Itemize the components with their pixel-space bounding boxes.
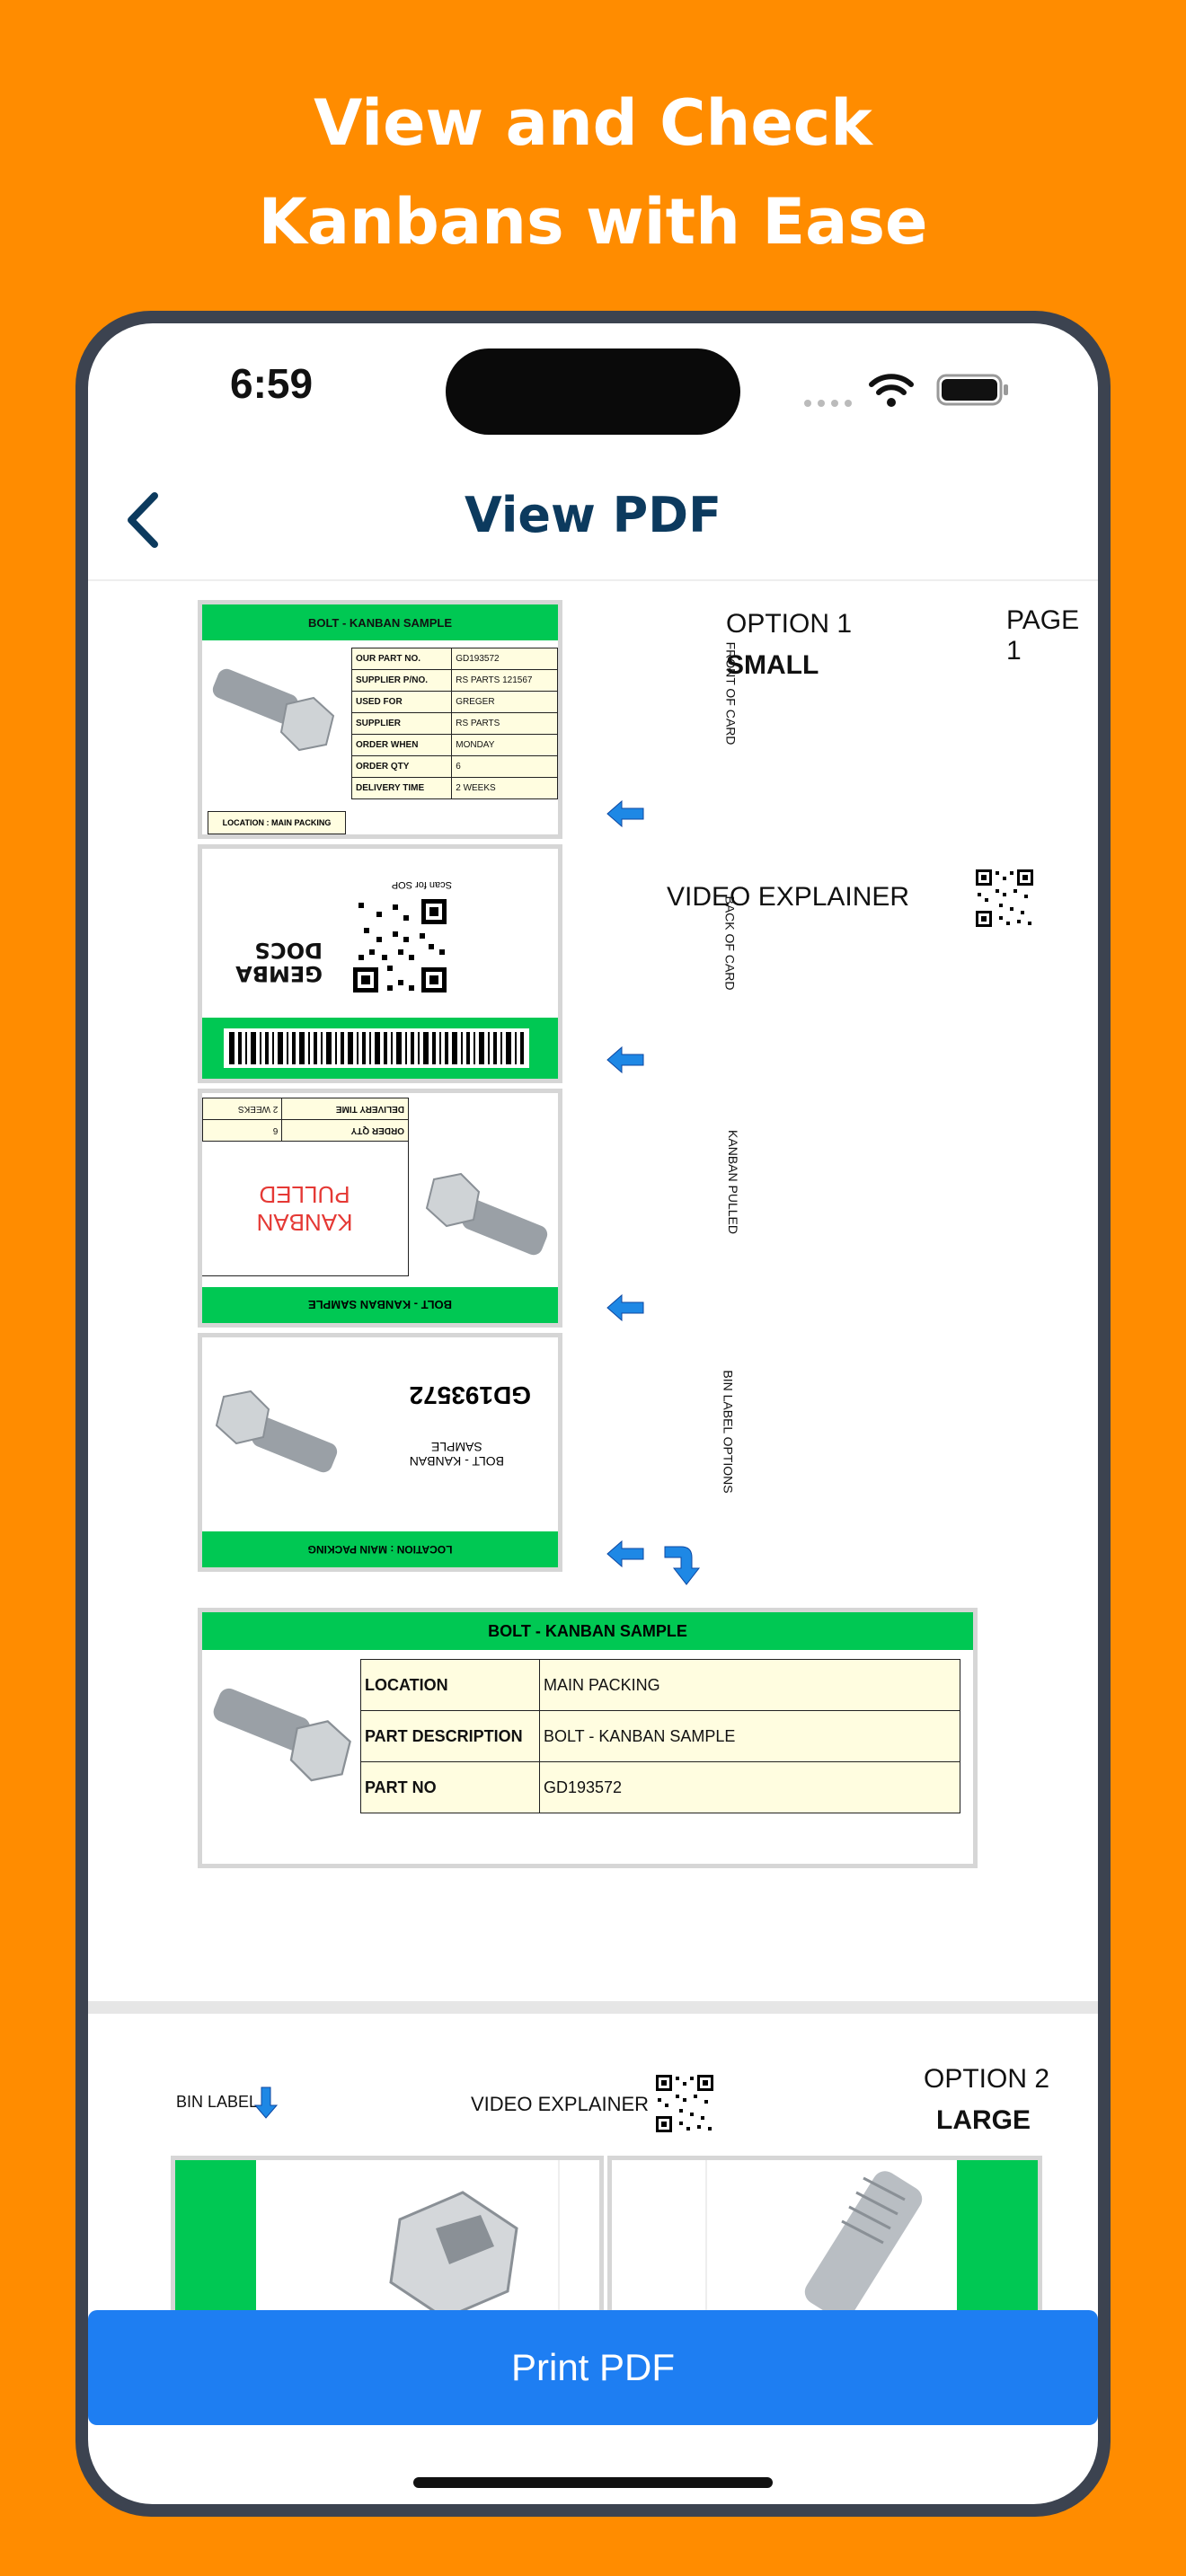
signal-icon [803, 395, 857, 412]
card-title-bar [202, 1612, 973, 1650]
bin-label-table [360, 1659, 960, 1813]
table-row [352, 713, 558, 735]
bin-label-large-card [198, 1608, 978, 1868]
row-value: MONDAY [452, 735, 558, 756]
barcode-image [224, 1028, 529, 1068]
bolt-image [208, 655, 342, 763]
table-row [352, 648, 558, 670]
brand-logo: GEMBA DOCS [235, 938, 323, 986]
large-card-right [607, 2156, 1042, 2335]
page-separator [88, 2001, 1098, 2014]
row-value: 2 WEEKS [452, 778, 558, 799]
wifi-icon [868, 372, 915, 411]
row-value: GREGER [452, 692, 558, 713]
marketing-headline-line1: View and Check [314, 86, 872, 160]
video-explainer-label-2: VIDEO EXPLAINER [471, 2093, 650, 2115]
row-value: MAIN PACKING [540, 1660, 960, 1711]
row-key: ORDER WHEN [352, 735, 452, 756]
arrow-left-icon [606, 1538, 645, 1570]
card-title-bar [202, 1287, 558, 1323]
table-row [352, 735, 558, 756]
card-title: BOLT - KANBAN SAMPLE [488, 1621, 687, 1640]
video-explainer-label: VIDEO EXPLAINER [667, 882, 910, 912]
kanban-front-card [198, 600, 562, 839]
location-box: LOCATION : MAIN PACKING [208, 811, 346, 834]
table-row [352, 756, 558, 778]
table-row [352, 692, 558, 713]
option-1-size: SMALL [726, 650, 819, 680]
card-green-strip [957, 2160, 1038, 2331]
label-back-of-card: BACK OF CARD [722, 895, 738, 991]
table-row [361, 1660, 960, 1711]
label-front-of-card: FRONT OF CARD [723, 641, 739, 745]
dynamic-island [446, 348, 740, 435]
row-key: ORDER QTY [352, 756, 452, 778]
location-text: LOCATION : MAIN PACKING [307, 1543, 453, 1556]
battery-icon [936, 374, 1010, 410]
card-green-strip [175, 2160, 256, 2331]
row-key: DELIVERY TIME [352, 778, 452, 799]
card-divider [705, 2160, 707, 2331]
label-kanban-pulled: KANBAN PULLED [725, 1130, 740, 1234]
qr-code-video[interactable] [974, 868, 1035, 929]
phone-screen [88, 323, 1098, 2504]
barcode-bar [202, 1018, 558, 1079]
bin-label-text: BIN LABEL [176, 2093, 259, 2111]
qr-code-sop [350, 895, 450, 996]
row-value: GD193572 [452, 648, 558, 670]
row-value: 6 [203, 1120, 282, 1142]
pulled-card-table [202, 1098, 409, 1142]
page-number-label: PAGE 1 [1006, 605, 1080, 666]
row-key: PART DESCRIPTION [361, 1711, 540, 1762]
row-value: RS PARTS [452, 713, 558, 735]
bolt-image [208, 1666, 360, 1801]
bin-description: BOLT - KANBAN SAMPLE [409, 1440, 504, 1469]
row-key: PART NO [361, 1762, 540, 1813]
row-key: DELIVERY TIME [282, 1098, 409, 1120]
row-value: BOLT - KANBAN SAMPLE [540, 1711, 960, 1762]
bin-label-small-card [198, 1333, 562, 1572]
row-key: LOCATION [361, 1660, 540, 1711]
arrow-turn-down-icon [661, 1541, 703, 1586]
arrow-down-icon [253, 2086, 279, 2120]
row-key: ORDER QTY [282, 1120, 409, 1142]
table-row [352, 670, 558, 692]
status-time: 6:59 [230, 360, 314, 407]
pdf-page-1[interactable] [88, 582, 1098, 2001]
table-row [203, 1098, 409, 1120]
card-divider [558, 2160, 560, 2331]
row-key: SUPPLIER [352, 713, 452, 735]
marketing-headline-line2: Kanbans with Ease [258, 185, 928, 259]
row-key: USED FOR [352, 692, 452, 713]
bolt-image [418, 1161, 553, 1269]
page-title: View PDF [465, 487, 721, 543]
arrow-left-icon [606, 1044, 645, 1076]
table-row [352, 778, 558, 799]
card-title: BOLT - KANBAN SAMPLE [307, 615, 453, 630]
bolt-image [729, 2160, 962, 2335]
row-value: RS PARTS 121567 [452, 670, 558, 692]
print-pdf-button[interactable]: Print PDF [88, 2310, 1098, 2425]
row-value: GD193572 [540, 1762, 960, 1813]
kanban-pulled-card [198, 1089, 562, 1328]
arrow-left-icon [606, 1292, 645, 1324]
table-row [361, 1762, 960, 1813]
home-indicator [413, 2477, 773, 2488]
row-key: OUR PART NO. [352, 648, 452, 670]
option-2-label: OPTION 2 [924, 2064, 1050, 2094]
kanban-pulled-stamp: KANBAN PULLED [200, 1140, 409, 1276]
bin-part-no: GD193572 [409, 1381, 531, 1409]
table-row [203, 1120, 409, 1142]
pdf-page-2[interactable] [88, 2014, 1098, 2310]
bolt-image [208, 1379, 342, 1486]
card-title-bar [202, 604, 558, 640]
label-bin-label-options: BIN LABEL OPTIONS [721, 1370, 736, 1494]
front-card-table [351, 648, 558, 799]
row-value: 6 [452, 756, 558, 778]
scan-text: Scan for SOP [391, 879, 452, 890]
option-1-label: OPTION 1 [726, 609, 853, 639]
qr-code-video-2[interactable] [654, 2073, 715, 2134]
location-bar [202, 1531, 558, 1567]
kanban-back-card [198, 844, 562, 1083]
option-2-size: LARGE [936, 2105, 1031, 2135]
nav-divider [88, 579, 1098, 581]
arrow-left-icon [606, 798, 645, 830]
table-row [361, 1711, 960, 1762]
row-key: SUPPLIER P/NO. [352, 670, 452, 692]
row-value: 2 WEEKS [203, 1098, 282, 1120]
card-title: BOLT - KANBAN SAMPLE [307, 1298, 453, 1312]
large-card-left [171, 2156, 604, 2335]
